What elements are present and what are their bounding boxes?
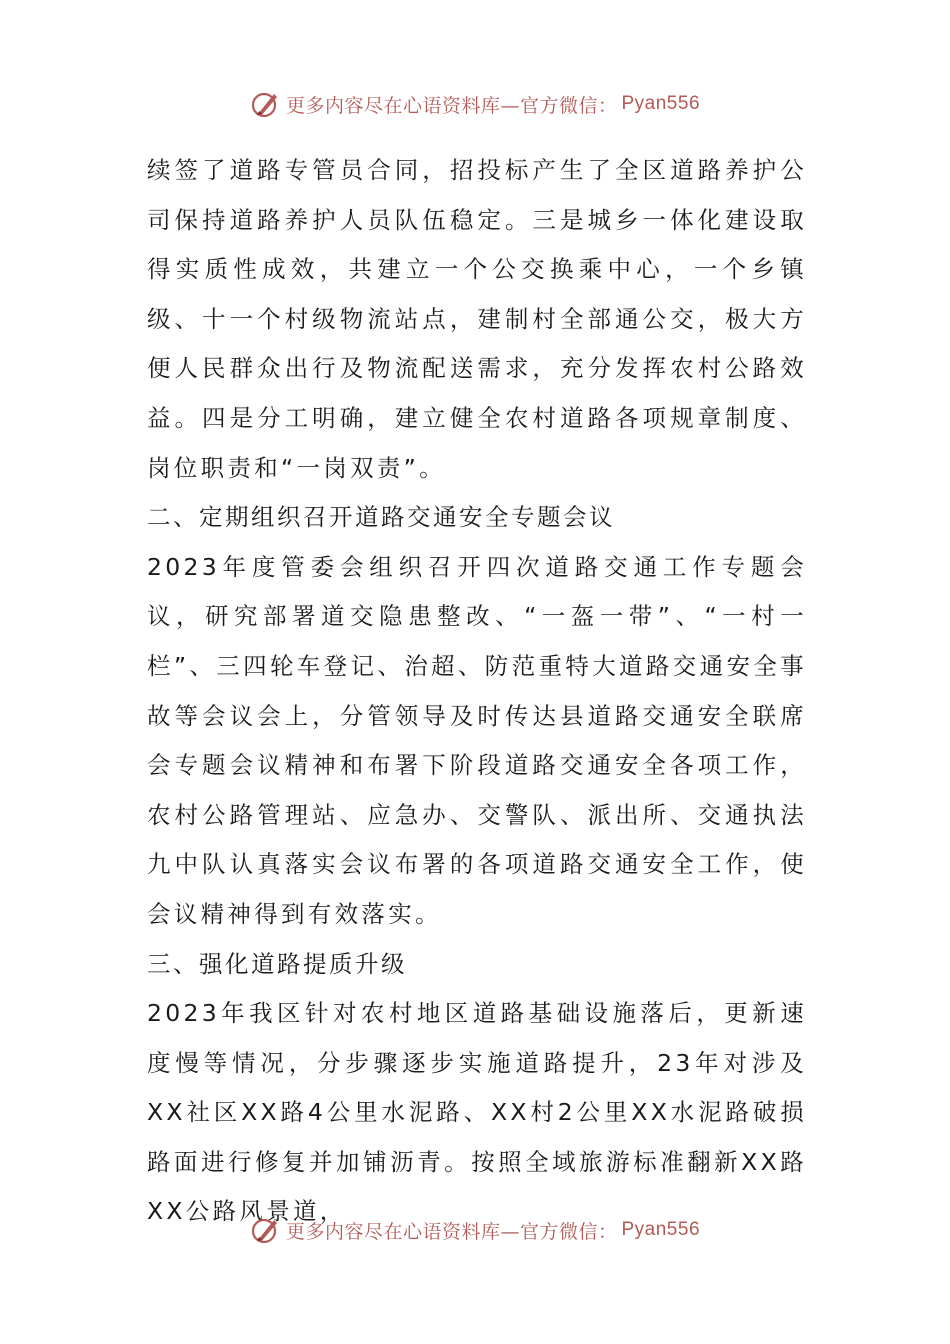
paragraph-section-3: 2023年我区针对农村地区道路基础设施落后，更新速度慢等情况，分步骤逐步实施道路提升，23年对涉及XX社区XX路4公里水泥路、XX村2公里XX水泥路破损路面进行修复并加铺沥青。按照全域旅游标准翻新XX路XX公路风景道，: [147, 999, 807, 1226]
banner-wechat-id: Pyan556: [621, 1219, 701, 1240]
footer-watermark-banner: [0, 1210, 950, 1250]
banner-wechat-id: Pyan556: [621, 93, 701, 114]
banner-text: 更多内容尽在心语资料库—官方微信：: [285, 94, 618, 117]
document-body: [147, 146, 807, 1237]
header-watermark-banner: [0, 84, 950, 124]
section-heading-2: 二、定期组织召开道路交通安全专题会议: [147, 503, 615, 532]
banner-text: 更多内容尽在心语资料库—官方微信：: [285, 1220, 618, 1243]
section-heading-3: 三、强化道路提质升级: [147, 949, 407, 978]
pen-logo-icon: [250, 1214, 282, 1246]
pen-logo-icon: [250, 88, 282, 120]
paragraph-section-2: 2023年度管委会组织召开四次道路交通工作专题会议，研究部署道交隐患整改、“一盔一带”、“一村一栏”、三四轮车登记、治超、防范重特大道路交通安全事故等会议会上，分管领导及时传达县道路交通安全联席会专题会议精神和布署下阶段道路交通安全各项工作，农村公路管理站、应急办、交警队、派出所、交通执法九中队认真落实会议布署的各项道路交通安全工作，使会议精神得到有效落实。: [147, 552, 807, 928]
paragraph-continued: 续签了道路专管员合同，招投标产生了全区道路养护公司保持道路养护人员队伍稳定。三是城乡一体化建设取得实质性成效，共建立一个公交换乘中心，一个乡镇级、十一个村级物流站点，建制村全部通公交，极大方便人民群众出行及物流配送需求，充分发挥农村公路效益。四是分工明确，建立健全农村道路各项规章制度、岗位职责和“一岗双责”。: [147, 156, 807, 482]
